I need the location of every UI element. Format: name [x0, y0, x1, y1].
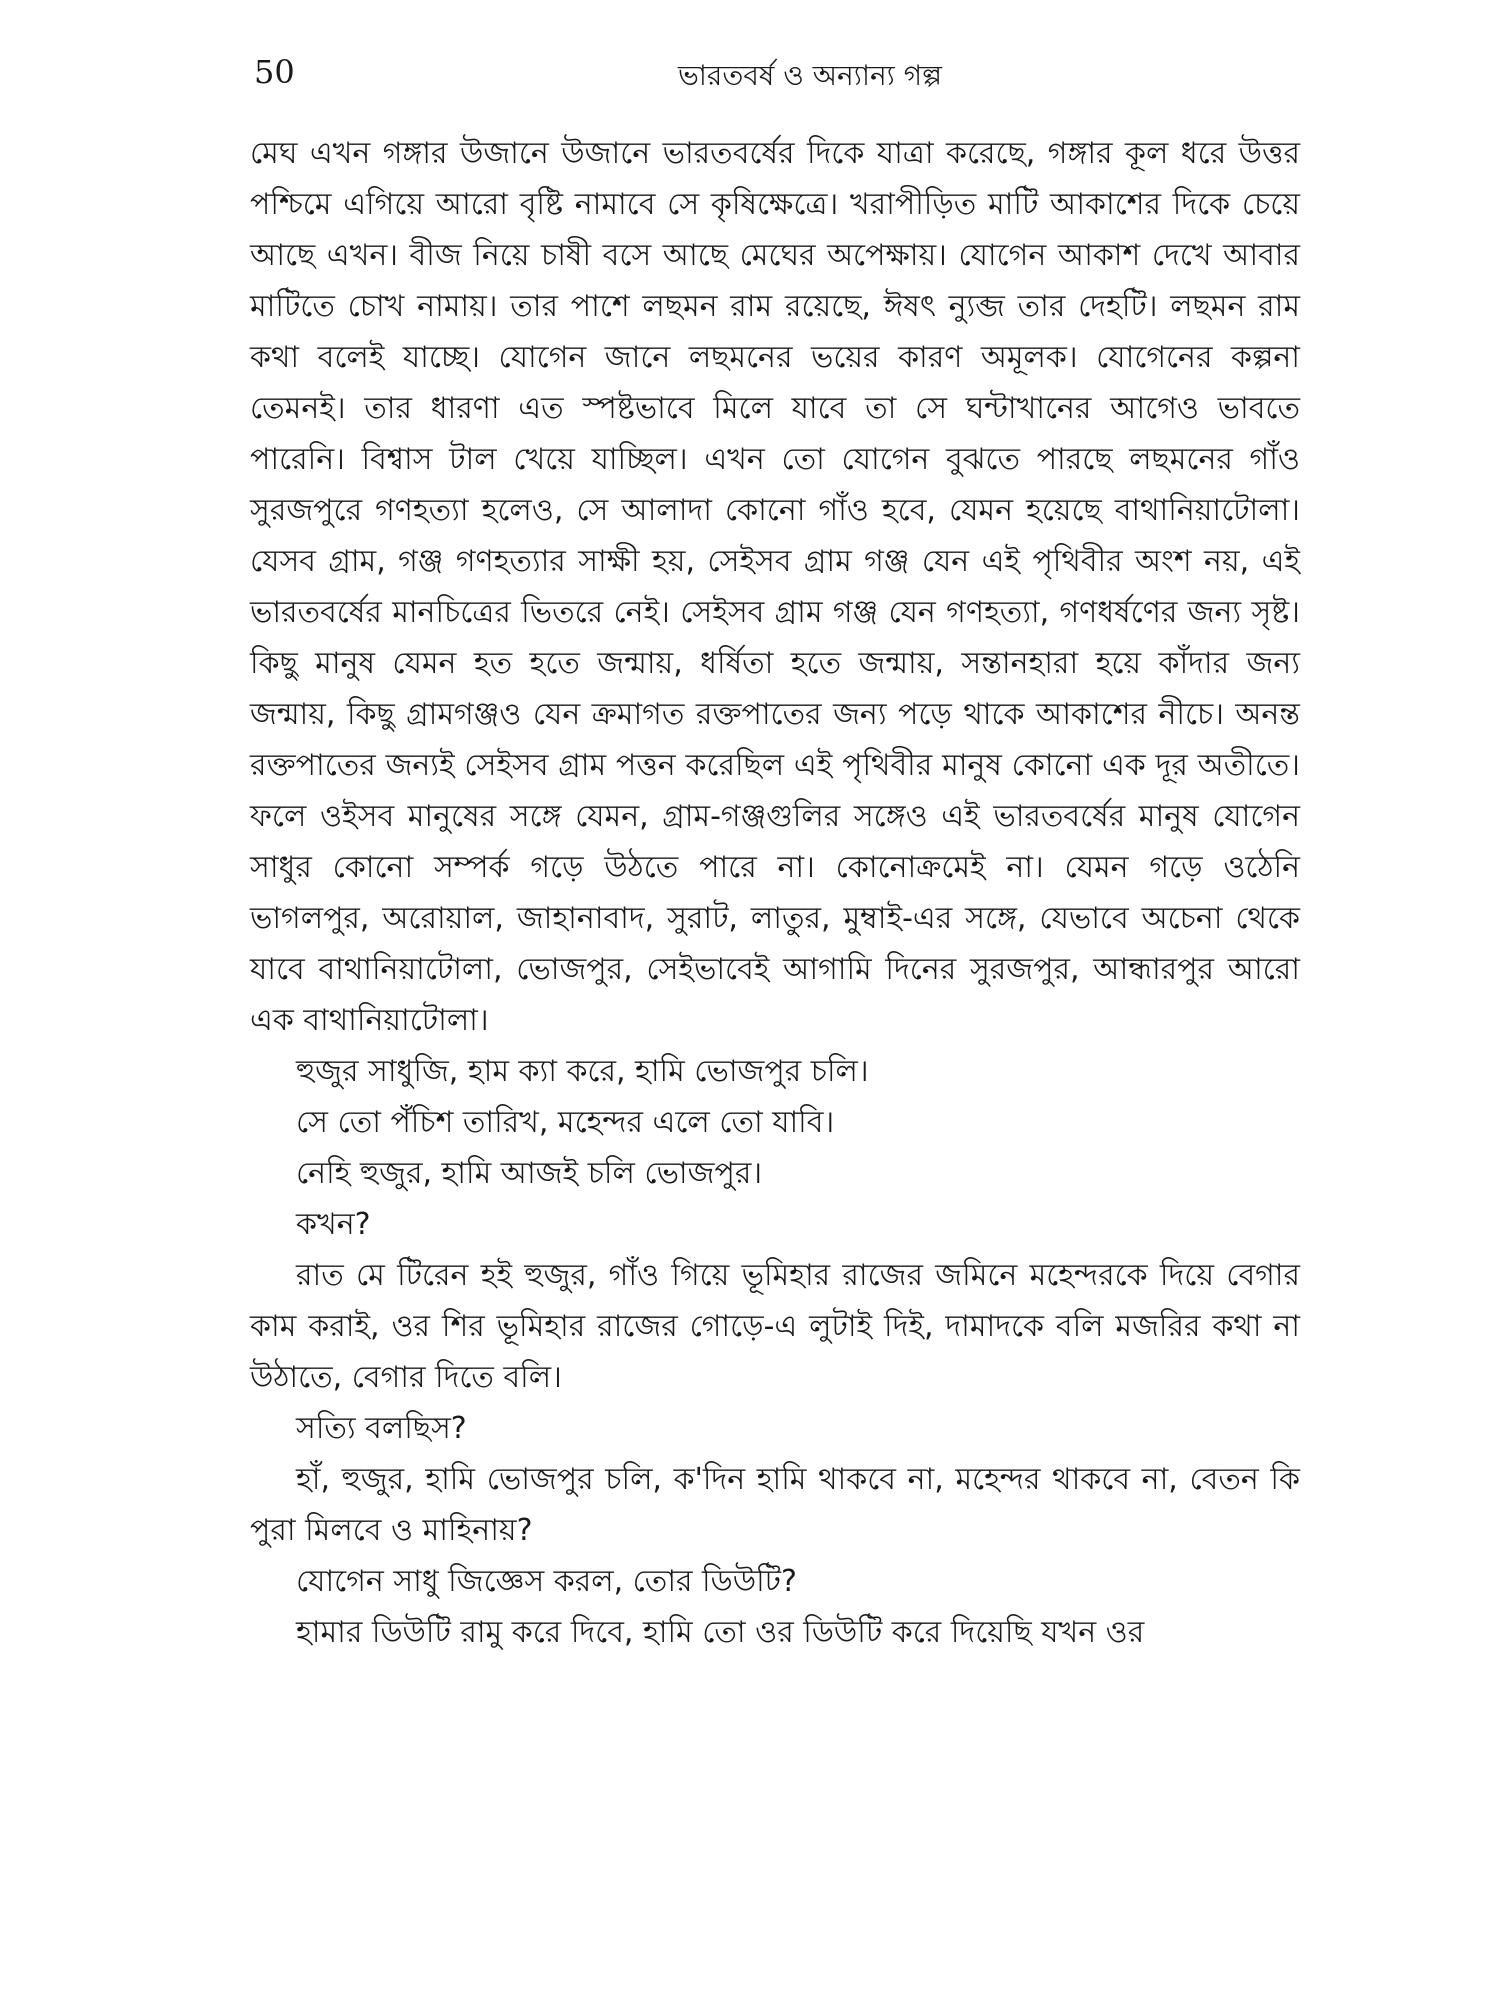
dialogue-line: হামার ডিউটি রামু করে দিবে, হামি তো ওর ডিউটি করে দিয়েছি যখন ওর	[296, 1615, 1145, 1650]
dialogue-line: সে তো পঁচিশ তারিখ, মহেন্দর এলে তো যাবি।	[296, 1105, 835, 1140]
dialogue-line: কখন?	[296, 1207, 371, 1242]
dialogue-line: নেহি হুজুর, হামি আজই চলি ভোজপুর।	[296, 1156, 763, 1191]
dialogue-line: হুজুর সাধুজি, হাম ক্যা করে, হামি ভোজপুর চলি।	[296, 1054, 869, 1089]
dialogue-line: হাঁ, হুজুর, হামি ভোজপুর চলি, ক'দিন হামি থাকবে না, মহেন্দর থাকবে না, বেতন কি পুরা মিলবে ও মাহিনায়?	[250, 1462, 1300, 1548]
dialogue-line: রাত মে টিরেন হই হুজুর, গাঁও গিয়ে ভূমিহার রাজের জমিনে মহেন্দরকে দিয়ে বেগার কাম করাই, ওর শির ভূমিহার রাজের গোড়ে-এ লুটাই দিই, দামাদকে বলি মজরির কথা না উঠাতে, বেগার দিতে বলি।	[250, 1258, 1300, 1395]
dialogue-line: যোগেন সাধু জিজ্ঞেস করল, তোর ডিউটি?	[296, 1564, 797, 1599]
page-number: 50	[254, 53, 295, 91]
page-body	[250, 128, 1300, 1658]
dialogue-line: সত্যি বলছিস?	[296, 1411, 467, 1446]
running-title: ভারতবর্ষ ও অন্যান্য গল্প	[677, 59, 943, 92]
main-paragraph: মেঘ এখন গঙ্গার উজানে উজানে ভারতবর্ষের দিকে যাত্রা করেছে, গঙ্গার কূল ধরে উত্তর পশ্চিমে এগিয়ে আরো বৃষ্টি নামাবে সে কৃষিক্ষেত্রে। খরাপীড়িত মাটি আকাশের দিকে চেয়ে আছে এখন। বীজ নিয়ে চাষী বসে আছে মেঘের অপেক্ষায়। যোগেন আকাশ দেখে আবার মাটিতে চোখ নামায়। তার পাশে লছমন রাম রয়েছে, ঈষৎ ন্যুব্জ তার দেহটি। লছমন রাম কথা বলেই যাচ্ছে। যোগেন জানে লছমনের ভয়ের কারণ অমূলক। যোগেনের কল্পনা তেমনই। তার ধারণা এত স্পষ্টভাবে মিলে যাবে তা সে ঘন্টাখানের আগেও ভাবতে পারেনি। বিশ্বাস টাল খেয়ে যাচ্ছিল। এখন তো যোগেন বুঝতে পারছে লছমনের গাঁও সুরজপুরে গণহত্যা হলেও, সে আলাদা কোনো গাঁও হবে, যেমন হয়েছে বাথানিয়াটোলা। যেসব গ্রাম, গঞ্জ গণহত্যার সাক্ষী হয়, সেইসব গ্রাম গঞ্জ যেন এই পৃথিবীর অংশ নয়, এই ভারতবর্ষের মানচিত্রের ভিতরে নেই। সেইসব গ্রাম গঞ্জ যেন গণহত্যা, গণধর্ষণের জন্য সৃষ্ট। কিছু মানুষ যেমন হত হতে জন্মায়, ধর্ষিতা হতে জন্মায়, সন্তানহারা হয়ে কাঁদার জন্য জন্মায়, কিছু গ্রামগঞ্জও যেন ক্রমাগত রক্তপাতের জন্য পড়ে থাকে আকাশের নীচে। অনন্ত রক্তপাতের জন্যই সেইসব গ্রাম পত্তন করেছিল এই পৃথিবীর মানুষ কোনো এক দূর অতীতে। ফলে ওইসব মানুষের সঙ্গে যেমন, গ্রাম-গঞ্জগুলির সঙ্গেও এই ভারতবর্ষের মানুষ যোগেন সাধুর কোনো সম্পর্ক গড়ে উঠতে পারে না। কোনোক্রমেই না। যেমন গড়ে ওঠেনি ভাগলপুর, অরোয়াল, জাহানাবাদ, সুরাট, লাতুর, মুম্বাই-এর সঙ্গে, যেভাবে অচেনা থেকে যাবে বাথানিয়াটোলা, ভোজপুর, সেইভাবেই আগামি দিনের সুরজপুর, আন্ধারপুর আরো এক বাথানিয়াটোলা।	[250, 136, 1300, 1038]
